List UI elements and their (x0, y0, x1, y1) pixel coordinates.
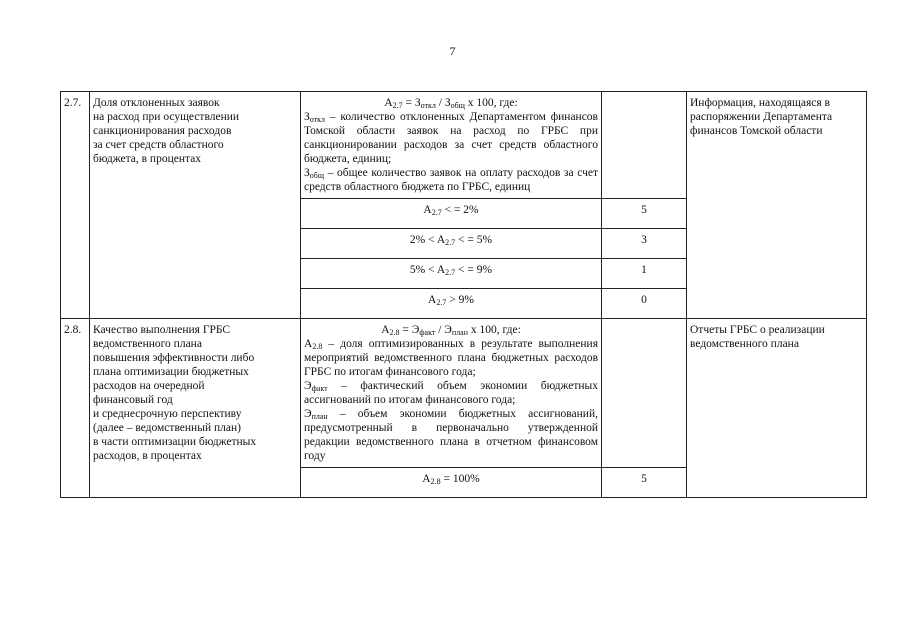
condition: $2\% < A_{2.7}$ < = 5% (301, 229, 602, 259)
indicator-name-line: расходов на очередной (93, 380, 205, 392)
row-number: 2.7. (61, 92, 90, 319)
condition: $A_{2.7}$ < = 2% (301, 199, 602, 229)
score-cell-empty (602, 92, 687, 199)
indicator-name-line: (далее – ведомственный план) (93, 422, 241, 434)
score: 5 (602, 468, 687, 498)
indicator-name-line: повышения эффективности либо (93, 352, 255, 364)
table-row (61, 319, 867, 468)
indicator-name-line: за счет средств областного (93, 139, 224, 151)
score: 3 (602, 229, 687, 259)
criteria-table (60, 91, 867, 498)
indicator-name-line: в части оптимизации бюджетных (93, 436, 257, 448)
formula-definition: $A_{2.8}$ – доля оптимизированных в результате выполнения мероприятий ведомственного плана бюджетных расходов ГРБС по итогам финансового года; (304, 338, 598, 378)
condition: $A_{2.8} = 100\%$ (301, 468, 602, 498)
indicator-name-line: бюджета, в процентах (93, 153, 202, 165)
formula-definition: $Э_{план}$ – объем экономии бюджетных ассигнований, предусмотренный в первоначально утвержденной редакции ведомственного плана в отчетном финансовом году (304, 408, 598, 462)
data-source: Отчеты ГРБС о реализации ведомственного плана (687, 319, 867, 498)
indicator-name-line: Качество выполнения ГРБС (93, 324, 231, 336)
score: 5 (602, 199, 687, 229)
formula: $A_{2.8} = Э_{факт} / Э_{план}$ х 100, где: (381, 324, 521, 337)
row-number: 2.8. (61, 319, 90, 498)
indicator-name-line: на расход при осуществлении (93, 111, 240, 123)
indicator-name-line: ведомственного плана (93, 338, 202, 350)
formula-definition: $З_{общ}$ – общее количество заявок на оплату расходов за счет средств областного бюджета по ГРБС, единиц (304, 167, 598, 193)
formula-cell (301, 319, 602, 468)
indicator-name-line: санкционирования расходов (93, 125, 232, 137)
score: 1 (602, 259, 687, 289)
indicator-name-line: Доля отклоненных заявок (93, 97, 220, 109)
formula-definition: $З_{откл}$ – количество отклоненных Департаментом финансов Томской области заявок на расход по ГРБС при санкционировании расходов за счет средств областного бюджета, единиц; (304, 111, 598, 165)
formula-cell (301, 92, 602, 199)
page-number: 7 (449, 44, 456, 58)
indicator-name (90, 92, 301, 319)
indicator-name-line: расходов, в процентах (93, 450, 202, 462)
data-source: Информация, находящаяся в распоряжении Департамента финансов Томской области (687, 92, 867, 319)
indicator-name (90, 319, 301, 498)
score-cell-empty (602, 319, 687, 468)
condition: $5\% < A_{2.7}$ < = 9% (301, 259, 602, 289)
indicator-name-line: и среднесрочную перспективу (93, 408, 242, 420)
condition: $A_{2.7} > 9\%$ (301, 289, 602, 319)
indicator-name-line: финансовый год (93, 394, 173, 406)
indicator-name-line: плана оптимизации бюджетных (93, 366, 249, 378)
formula: $A_{2.7} = З_{откл} / З_{общ}$ х 100, где: (384, 97, 518, 110)
formula-definition: $Э_{факт}$ – фактический объем экономии бюджетных ассигнований по итогам финансового года; (304, 380, 598, 406)
score: 0 (602, 289, 687, 319)
table-row (61, 92, 867, 199)
